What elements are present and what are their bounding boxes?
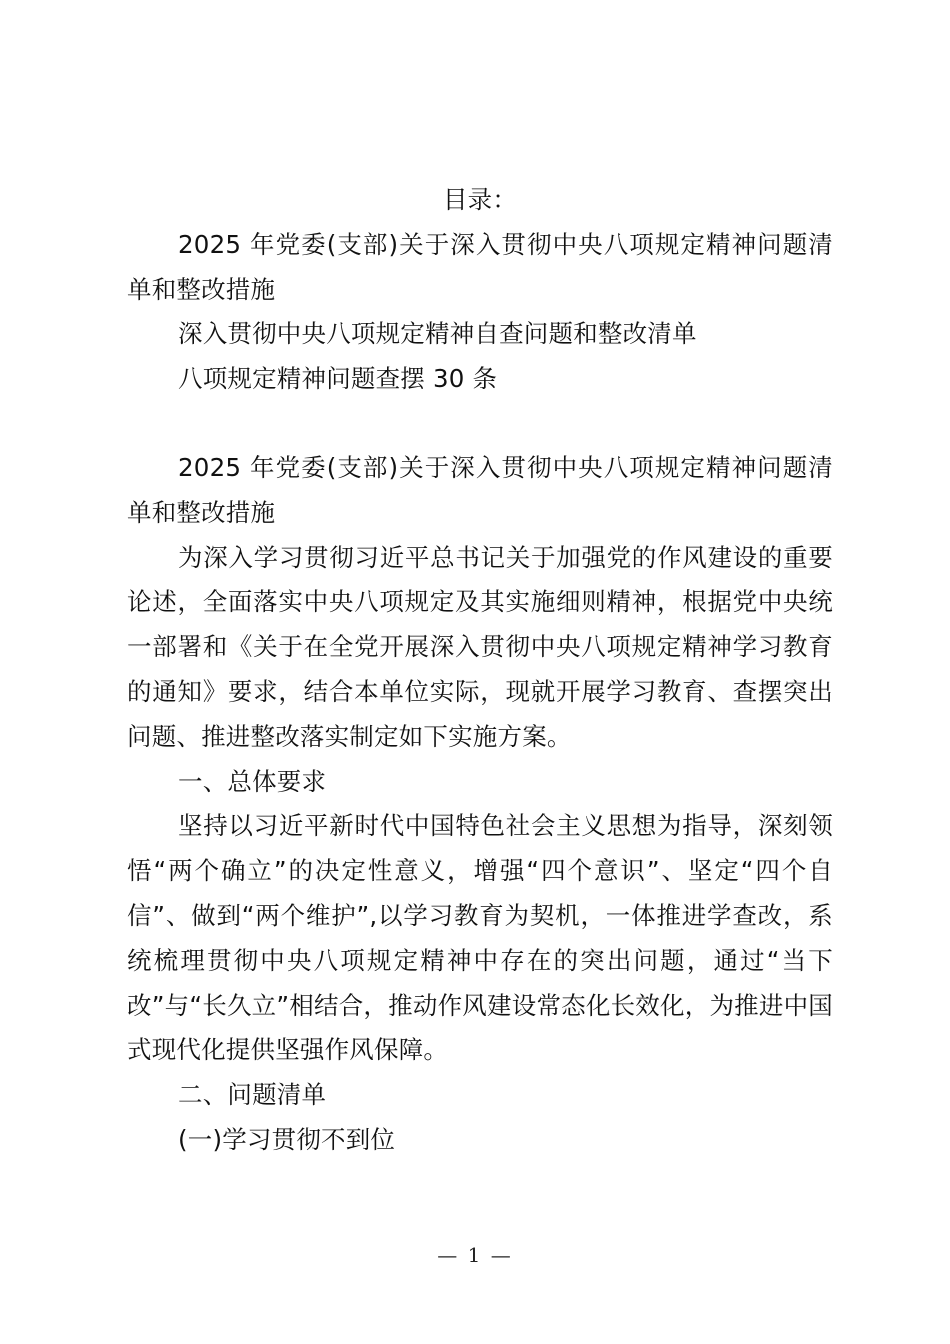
subsection-heading: (一)学习贯彻不到位 bbox=[178, 1124, 396, 1154]
section-heading: 二、问题清单 bbox=[178, 1080, 327, 1110]
toc-item: 深入贯彻中央八项规定精神自查问题和整改清单 bbox=[178, 319, 697, 349]
section-heading: 一、总体要求 bbox=[178, 766, 327, 796]
toc-item: 八项规定精神问题查摆 30 条 bbox=[178, 364, 498, 394]
toc-item: 2025 年党委(支部)关于深入贯彻中央八项规定精神问题清单和整改措施 bbox=[127, 229, 833, 304]
page-number: — 1 — bbox=[437, 1243, 513, 1267]
intro-paragraph: 为深入学习贯彻习近平总书记关于加强党的作风建设的重要论述，全面落实中央八项规定及其实施细则精神，根据党中央统一部署和《关于在全党开展深入贯彻中央八项规定精神学习教育的通知》要求，结合本单位实际，现就开展学习教育、查摆突出问题、推进整改落实制定如下实施方案。 bbox=[127, 542, 833, 751]
spacer bbox=[127, 402, 833, 446]
toc-title: 目录： bbox=[442, 185, 518, 214]
document-content bbox=[127, 178, 833, 1163]
section-paragraph: 坚持以习近平新时代中国特色社会主义思想为指导，深刻领悟“两个确立”的决定性意义，增强“四个意识”、坚定“四个自信”、做到“两个维护”,以学习教育为契机，一体推进学查改，系统梳理贯彻中央八项规定精神中存在的突出问题，通过“当下改”与“长久立”相结合，推动作风建设常态化长效化，为推进中国式现代化提供坚强作风保障。 bbox=[127, 811, 833, 1065]
document-title: 2025 年党委(支部)关于深入贯彻中央八项规定精神问题清单和整改措施 bbox=[127, 452, 833, 527]
